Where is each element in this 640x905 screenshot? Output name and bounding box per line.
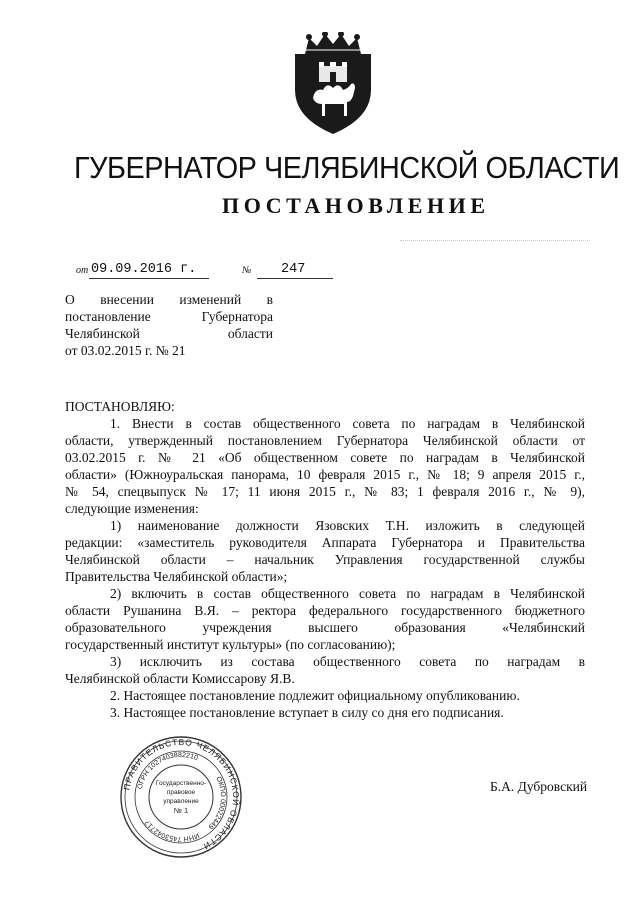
- date-label: от: [76, 265, 89, 276]
- seal-outer-text: ПРАВИТЕЛЬСТВО ЧЕЛЯБИНСКОЙ ОБЛАСТИ: [121, 736, 242, 852]
- signatory-name: Б.А. Дубровский: [490, 779, 588, 794]
- svg-text:ИНН 7453042717: [144, 818, 200, 842]
- seal-center-line: правовое: [166, 789, 196, 796]
- document-date: 09.09.2016 г.: [91, 262, 197, 277]
- body-line: области Рушанина В.Я. – ректора федерального государственного бюджетного: [65, 603, 585, 618]
- seal-center-line: Государственно-: [155, 780, 207, 787]
- body-line: Челябинской области – начальник Управления государственной службы: [65, 552, 585, 567]
- body-line: 3. Настоящее постановление вступает в силу со дня его подписания.: [110, 705, 504, 720]
- body-heading: ПОСТАНОВЛЯЮ:: [65, 399, 175, 414]
- subject-line: Челябинской области: [65, 326, 273, 341]
- document-number: 247: [281, 262, 306, 277]
- body-line: 1. Внести в состав общественного совета по наградам в Челябинской: [110, 416, 585, 431]
- body-line: редакции: «заместитель руководителя Аппарата Губернатора и Правительства: [65, 535, 585, 550]
- body-line: 3) исключить из состава общественного совета по наградам в: [110, 654, 585, 669]
- body-line: 03.02.2015 г. № 21 «Об общественном совете по наградам в Челябинской: [65, 450, 585, 465]
- date-number-row: [76, 262, 376, 282]
- body-line: 2) включить в состав общественного совета по наградам в Челябинской: [110, 586, 585, 601]
- body-line: государственный институт культуры» (по согласованию);: [65, 637, 396, 652]
- seal-ogrn: ОГРН 1027403882210: [136, 751, 199, 791]
- seal-center-line: № 1: [173, 806, 189, 815]
- coat-of-arms-emblem: [291, 32, 375, 136]
- body-line: следующие изменения:: [65, 501, 199, 516]
- seal-okpo: ОКПО 00022449: [206, 775, 227, 831]
- body-line: Правительства Челябинской области»;: [65, 569, 288, 584]
- subject-line: постановление Губернатора: [65, 309, 273, 324]
- body-line: области» (Южноуральская панорама, 10 февраля 2015 г., № 18; 9 апреля 2015 г.,: [65, 467, 585, 482]
- seal-center-line: управление: [163, 798, 199, 805]
- faint-separator-line: [400, 240, 590, 241]
- body-line: Челябинской области Комиссарову Я.В.: [65, 671, 295, 686]
- svg-text:ОКПО 00022449: [207, 776, 227, 831]
- body-line: № 54, спецвыпуск № 17; 11 июня 2015 г., № 83; 1 февраля 2016 г., № 9),: [65, 484, 585, 499]
- official-seal-stamp: [119, 735, 243, 859]
- number-label: №: [242, 265, 252, 276]
- body-line: образовательного учреждения высшего образования «Челябинский: [65, 620, 585, 635]
- subject-line: от 03.02.2015 г. № 21: [65, 343, 186, 358]
- body-line: 2. Настоящее постановление подлежит официальному опубликованию.: [110, 688, 520, 703]
- document-body: [65, 398, 585, 721]
- body-line: области, утвержденный постановлением Губернатора Челябинской области от: [65, 433, 585, 448]
- authority-title: ГУБЕРНАТОР ЧЕЛЯБИНСКОЙ ОБЛАСТИ: [74, 150, 620, 185]
- document-subject: [65, 291, 273, 359]
- subject-line: О внесении изменений в: [65, 292, 273, 307]
- document-type-heading: ПОСТАНОВЛЕНИЕ: [222, 193, 490, 218]
- seal-inn: ИНН 7453042717: [144, 818, 200, 843]
- body-line: 1) наименование должности Язовских Т.Н. изложить в следующей: [110, 518, 585, 533]
